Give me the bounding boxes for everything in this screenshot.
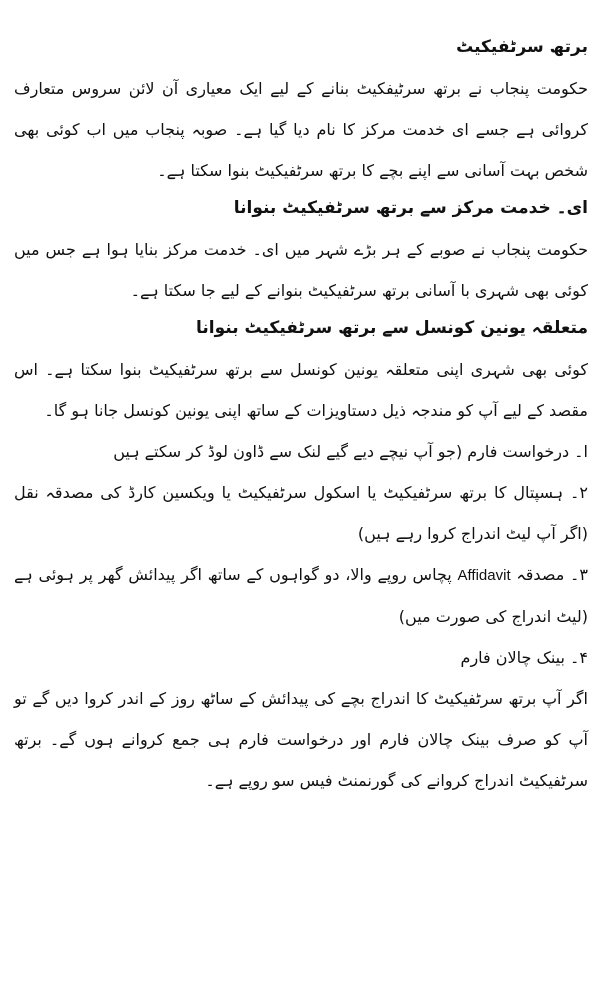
affidavit-word: Affidavit (457, 567, 511, 584)
list-item-affidavit (14, 554, 588, 637)
document-title: برتھ سرٹفیکیٹ (456, 37, 588, 57)
section-paragraph-e-khidmat: حکومت پنجاب نے صوبے کے ہر بڑے شہر میں ای۔ خدمت مرکز بنایا ہوا ہے جس میں کوئی بھی شہری با آسانی برتھ سرٹفیکیٹ بنوانے کے لیے جا سکتا ہے۔ (14, 240, 588, 300)
closing-paragraph: اگر آپ برتھ سرٹفیکیٹ کا اندراج بچے کی پیدائش کے ساٹھ روز کے اندر کروا دیں گے تو آپ کو صرف بینک چالان فارم اور درخواست فارم ہی جمع کروانے ہوں گے۔ برتھ سرٹفیکیٹ اندراج کروانے کی گورنمنٹ فیس سو روپے ہے۔ (14, 689, 588, 790)
section-heading-e-khidmat: ای۔ خدمت مرکز سے برتھ سرٹفیکیٹ بنوانا (233, 198, 588, 218)
list-item-bank-challan: ۴۔ بینک چالان فارم (460, 648, 588, 667)
section-heading-union-council: متعلقہ یونین کونسل سے برتھ سرٹفیکیٹ بنوانا (196, 318, 588, 338)
affidavit-suffix: پچاس روپے والا، دو گواہوں کے ساتھ اگر پیدائش گھر پر ہوئی ہے (لیٹ اندراج کی صورت میں) (14, 565, 588, 626)
affidavit-prefix: ۳۔ مصدقہ (516, 565, 589, 584)
list-item-hospital-certificate: ۲۔ ہسپتال کا برتھ سرٹفیکیٹ یا اسکول سرٹفیکیٹ یا ویکسین کارڈ کی مصدقہ نقل (اگر آپ لیٹ اندراج کروا رہے ہیں) (14, 483, 588, 543)
list-item-application-form: ا۔ درخواست فارم (جو آپ نیچے دیے گیے لنک سے ڈاون لوڈ کر سکتے ہیں (113, 442, 588, 461)
section-paragraph-union-council: کوئی بھی شہری اپنی متعلقہ یونین کونسل سے برتھ سرٹفیکیٹ بنوا سکتا ہے۔ اس مقصد کے لیے آپ کو مندجہ ذیل دستاویزات کے ساتھ اپنی یونین کونسل جانا ہو گا۔ (14, 360, 588, 420)
intro-paragraph: حکومت پنجاب نے برتھ سرٹیفکیٹ بنانے کے لیے ایک معیاری آن لائن سروس متعارف کروائی ہے جسے ای خدمت مرکز کا نام دیا گیا ہے۔ صوبہ پنجاب میں اب کوئی بھی شخص بہت آسانی سے اپنے بچے کا برتھ سرٹفیکیٹ بنوا سکتا ہے۔ (14, 79, 588, 180)
